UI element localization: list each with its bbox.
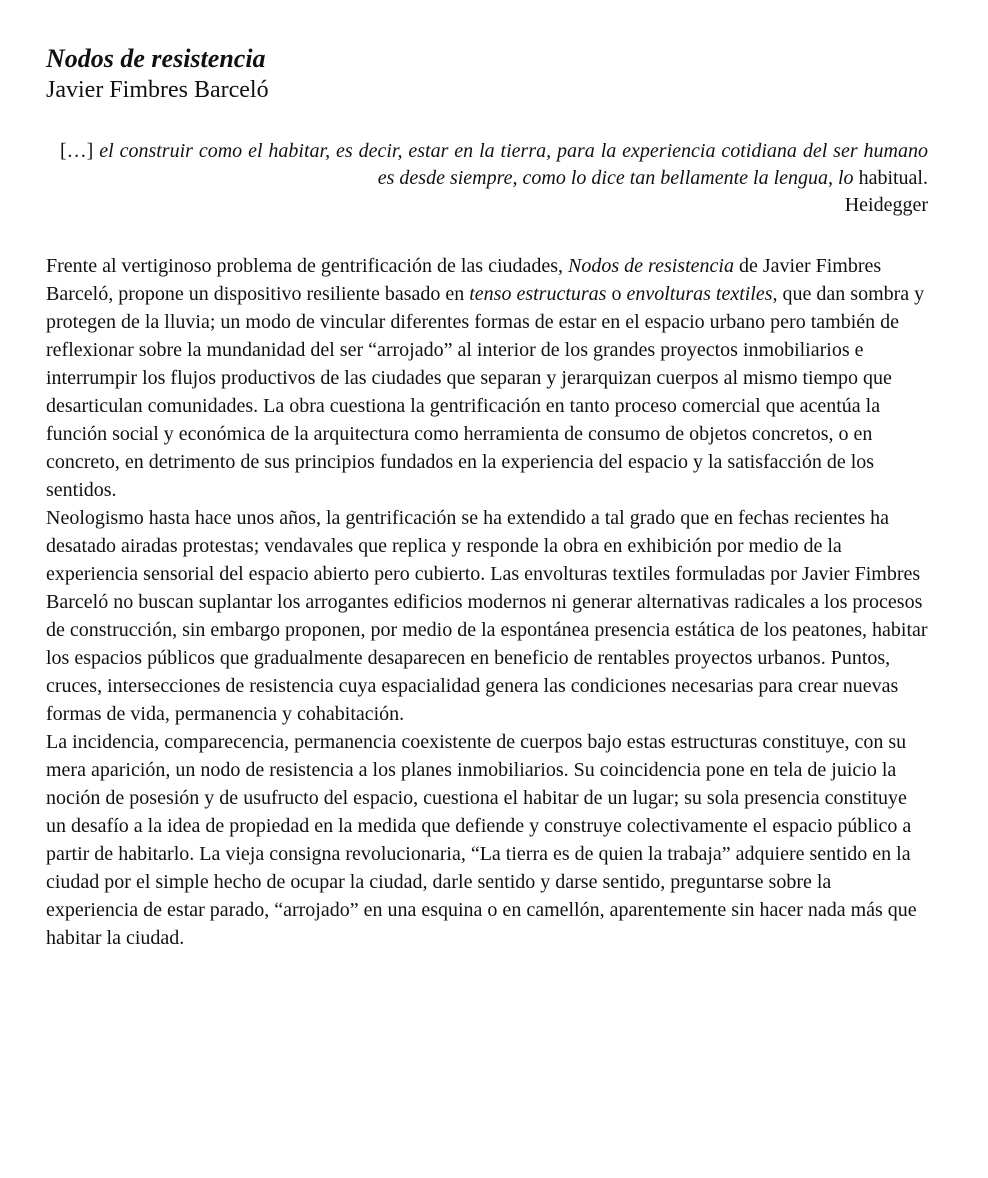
epigraph-source: Heidegger	[844, 194, 928, 216]
document-author: Javier Fimbres Barceló	[46, 77, 269, 103]
epigraph-quote-italic: el construir como el habitar, es decir, estar en la tierra, para la experiencia cotidiana del ser humano es desde siempre, como lo dice tan bellamente la lengua, lo	[99, 140, 928, 189]
p1-title-em: Nodos de resistencia	[568, 255, 734, 277]
p1-text-a: Frente al vertiginoso problema de gentrificación de las ciudades,	[46, 255, 569, 277]
epigraph-quote	[60, 138, 928, 192]
paragraph-2: Neologismo hasta hace unos años, la gentrificación se ha extendido a tal grado que en fechas recientes ha desatado airadas protestas; vendavales que replica y responde la obra en exhibición por medio de la experiencia sensorial del espacio abierto pero cubierto. Las envolturas textiles formuladas por Javier Fimbres Barceló no buscan suplantar los arrogantes edificios modernos ni generar alternativas radicales a los procesos de construcción, sin embargo proponen, por medio de la espontánea presencia estática de los peatones, habitar los espacios públicos que gradualmente desaparecen en beneficio de rentables proyectos urbanos. Puntos, cruces, intersecciones de resistencia cuya espacialidad genera las condiciones necesarias para crear nuevas formas de vida, permanencia y cohabitación.	[46, 507, 928, 725]
epigraph	[60, 138, 928, 219]
p1-text-c: de Javier Fimbres Barceló, propone un dispositivo resiliente basado en	[46, 255, 882, 305]
body-text	[46, 252, 928, 952]
paragraph-3: La incidencia, comparecencia, permanencia coexistente de cuerpos bajo estas estructuras constituye, con su mera aparición, un nodo de resistencia a los planes inmobiliarios. Su coincidencia pone en tela de juicio la noción de posesión y de usufructo del espacio, cuestiona el habitar de un lugar; su sola presencia constituye un desafío a la idea de propiedad en la medida que defiende y construye colectivamente el espacio público a partir de habitarlo. La vieja consigna revolucionaria, “La tierra es de quien la trabaja” adquiere sentido en la ciudad por el simple hecho de ocupar la ciudad, darle sentido y darse sentido, preguntarse sobre la experiencia de estar parado, “arrojado” en una esquina o en camellón, aparentemente sin hacer nada más que habitar la ciudad.	[46, 731, 917, 949]
p1-term-tenso: tenso estructuras	[469, 283, 607, 305]
epigraph-quote-tail: habitual.	[853, 167, 928, 189]
p1-text-g: , que dan sombra y protegen de la lluvia; un modo de vincular diferentes formas de estar en el espacio urbano pero también de reflexionar sobre la mundanidad del ser “arrojado” al interior de los grandes proyectos inmobiliarios e interrumpir los flujos productivos de las ciudades que separan y jerarquizan cuerpos al mismo tiempo que desarticulan comunidades. La obra cuestiona la gentrificación en tanto proceso comercial que acentúa la función social y económica de la arquitectura como herramienta de consumo de objetos concretos, o en concreto, en detrimento de sus principios fundados en la experiencia del espacio y la satisfacción de los sentidos.	[46, 283, 925, 501]
p1-term-envolturas: envolturas textiles	[626, 283, 773, 305]
epigraph-prefix: […]	[60, 140, 100, 162]
p1-text-e: o	[606, 283, 627, 305]
paragraph-1	[46, 252, 928, 504]
document-title: Nodos de resistencia	[46, 44, 266, 73]
